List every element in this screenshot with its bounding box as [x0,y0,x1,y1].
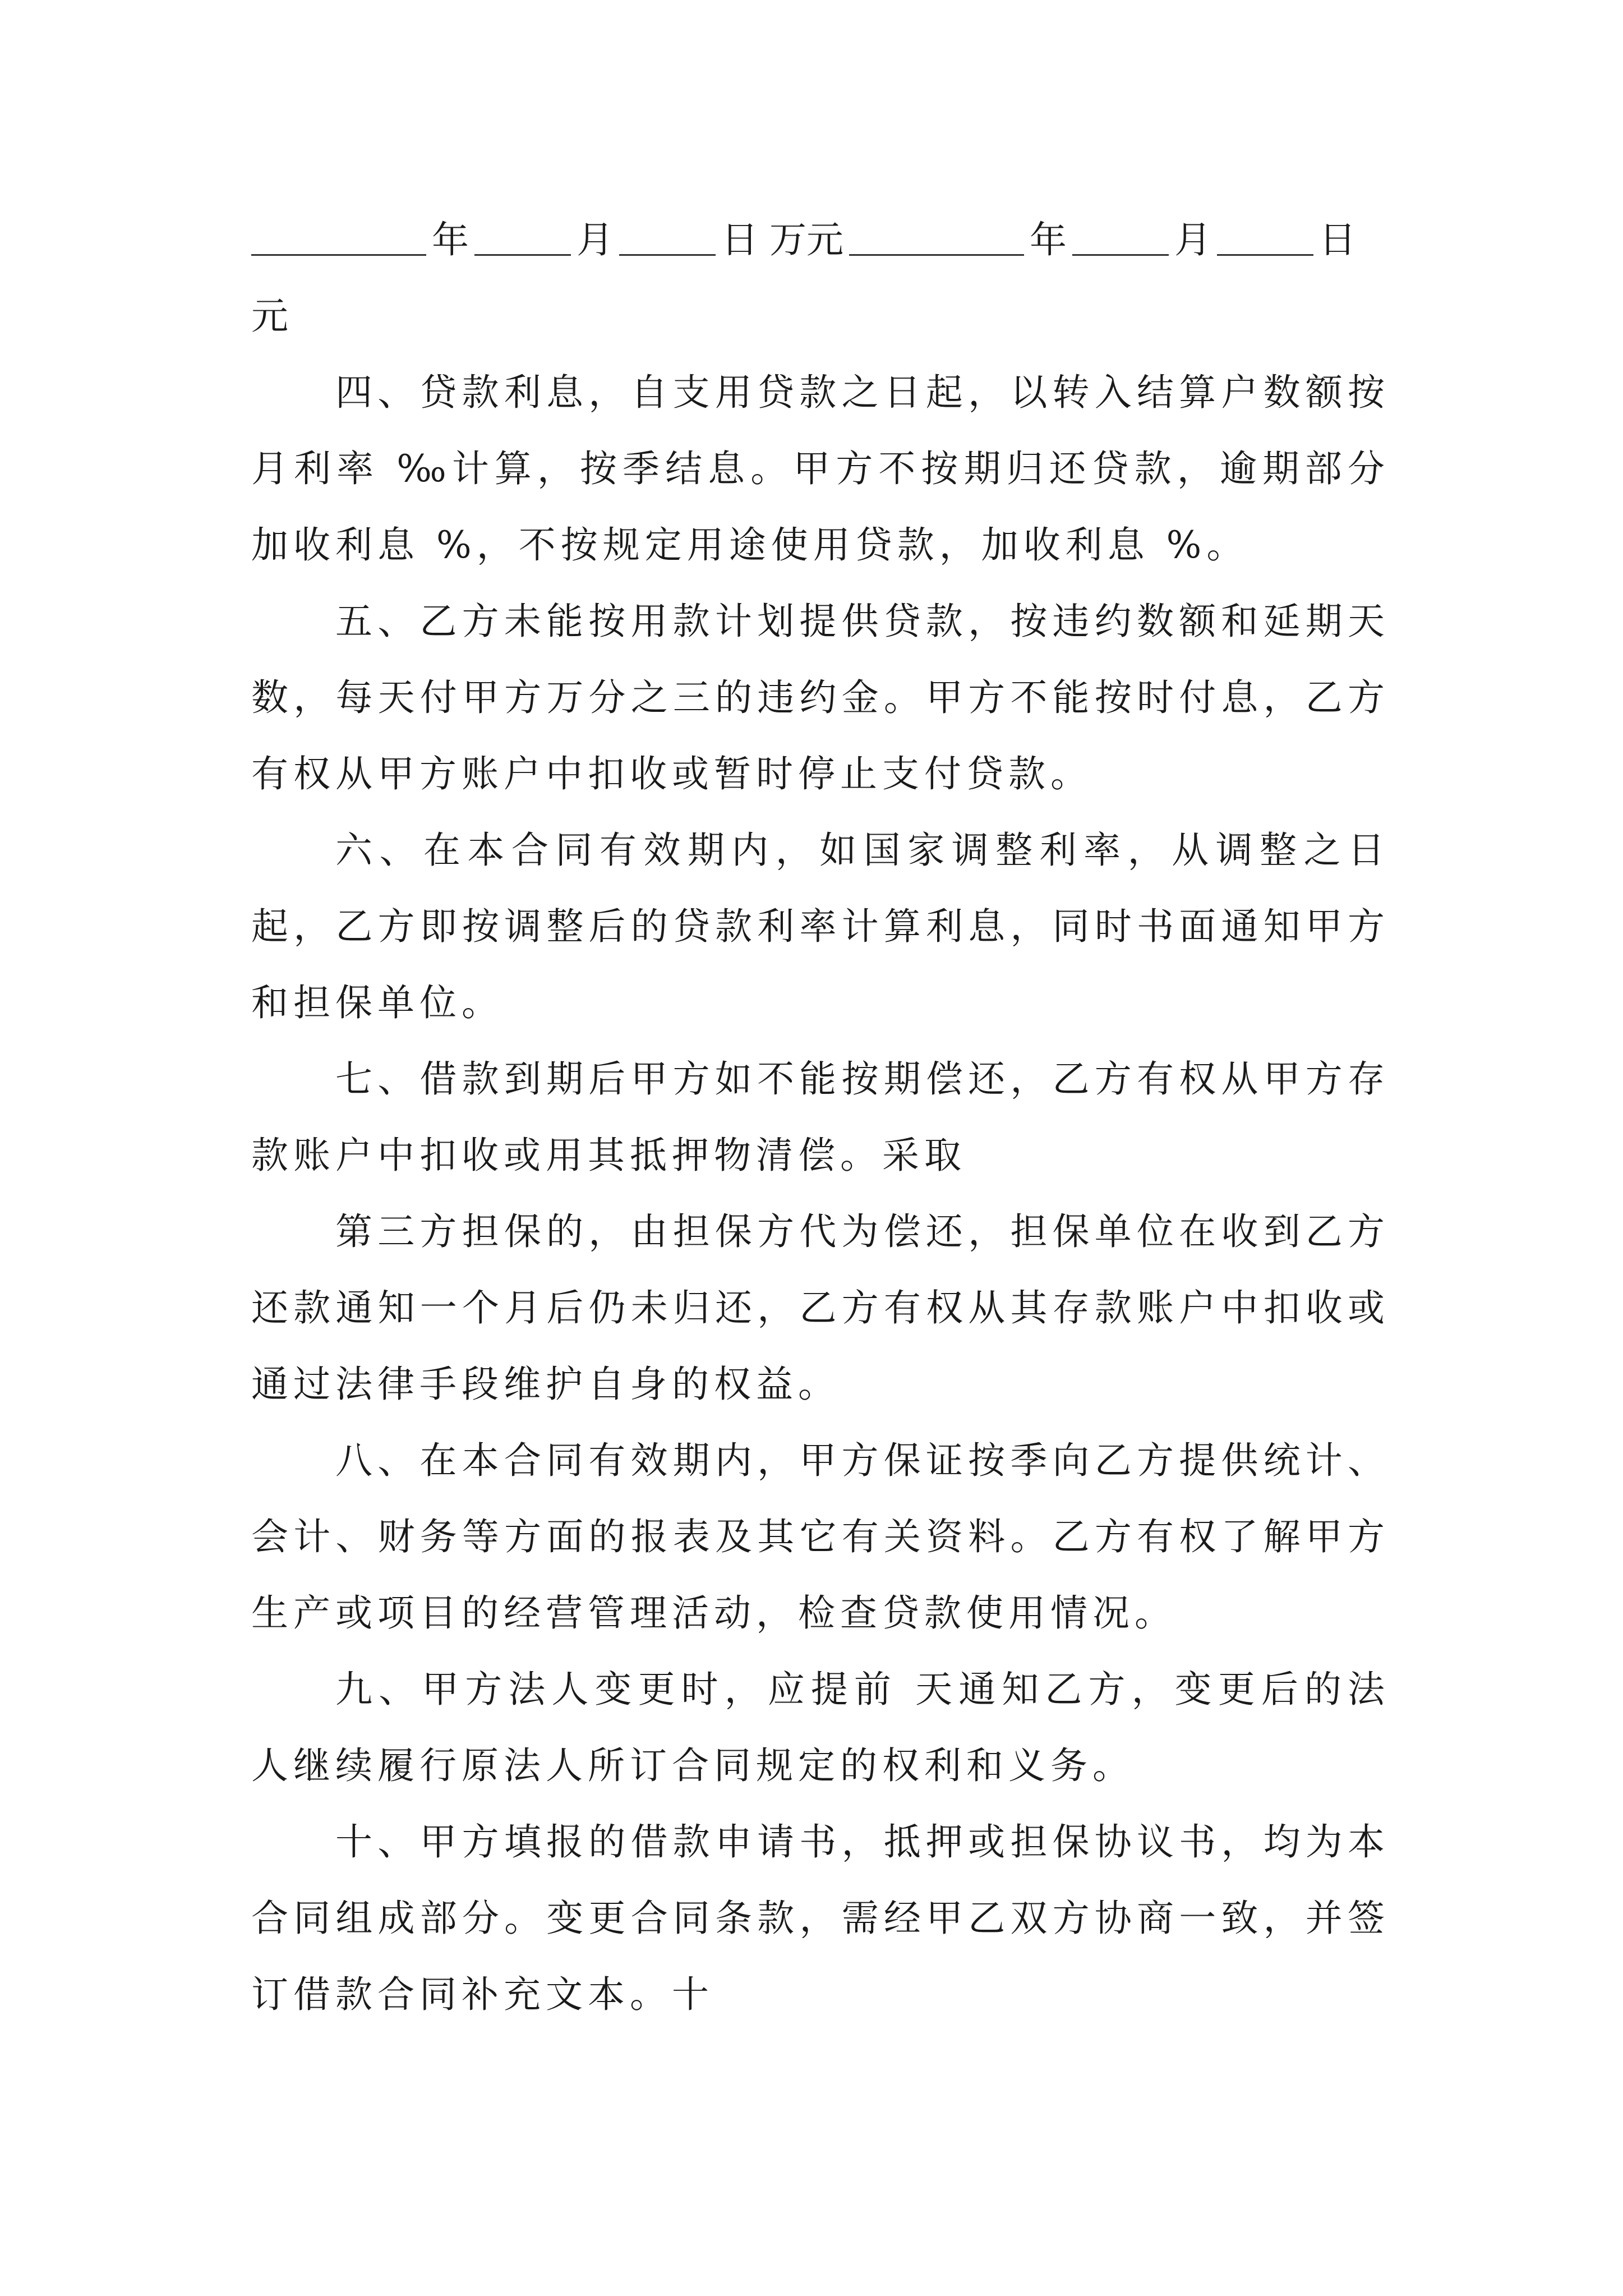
clause-reporting: 八、在本合同有效期内，甲方保证按季向乙方提供统计、会计、财务等方面的报表及其它有关资料。乙方有权了解甲方生产或项目的经营管理活动，检查贷款使用情况。 [251,1439,1390,1635]
clause-legal-person-change: 九、甲方法人变更时，应提前 天通知乙方，变更后的法人继续履行原法人所订合同规定的权利和义务。 [251,1668,1390,1787]
month-label: 月 [577,218,614,261]
day-label-2: 日 [1319,218,1356,261]
clause-rate-adjustment: 六、在本合同有效期内，如国家调整利率，从调整之日起，乙方即按调整后的贷款利率计算利息，同时书面通知甲方和担保单位。 [251,829,1390,1024]
date-amount-row [251,202,1390,278]
day-blank [619,217,716,256]
month-label-2: 月 [1174,218,1211,261]
amount-unit-wrap-text: 元 [251,295,293,338]
year-blank [251,217,426,256]
year-label: 年 [432,218,469,261]
amount-unit-wrap [251,278,1390,355]
month-blank [474,217,571,256]
clause-guarantor: 第三方担保的，由担保方代为偿还，担保单位在收到乙方还款通知一个月后仍未归还，乙方有权从其存款账户中扣收或通过法律手段维护自身的权益。 [251,1210,1390,1406]
clause-contract-documents: 十、甲方填报的借款申请书，抵押或担保协议书，均为本合同组成部分。变更合同条款，需经甲乙双方协商一致，并签订借款合同补充文本。十 [251,1820,1390,2016]
document-page [251,202,1390,2033]
clause-lender-default: 五、乙方未能按用款计划提供贷款，按违约数额和延期天数，每天付甲方万分之三的违约金。甲方不能按时付息，乙方有权从甲方账户中扣收或暂时停止支付贷款。 [251,600,1390,795]
month-blank-2 [1072,217,1169,256]
clause-repayment-default: 七、借款到期后甲方如不能按期偿还，乙方有权从甲方存款账户中扣收或用其抵押物清偿。采取 [251,1057,1390,1177]
day-label: 日 [721,218,758,261]
year-label-2: 年 [1030,218,1067,261]
amount-unit-label: 万元 [769,218,843,261]
clause-interest: 四、贷款利息，自支用贷款之日起，以转入结算户数额按月利率 ‰计算，按季结息。甲方不按期归还贷款，逾期部分加收利息 %，不按规定用途使用贷款，加收利息 %。 [251,371,1390,567]
day-blank-2 [1217,217,1313,256]
year-blank-2 [849,217,1024,256]
